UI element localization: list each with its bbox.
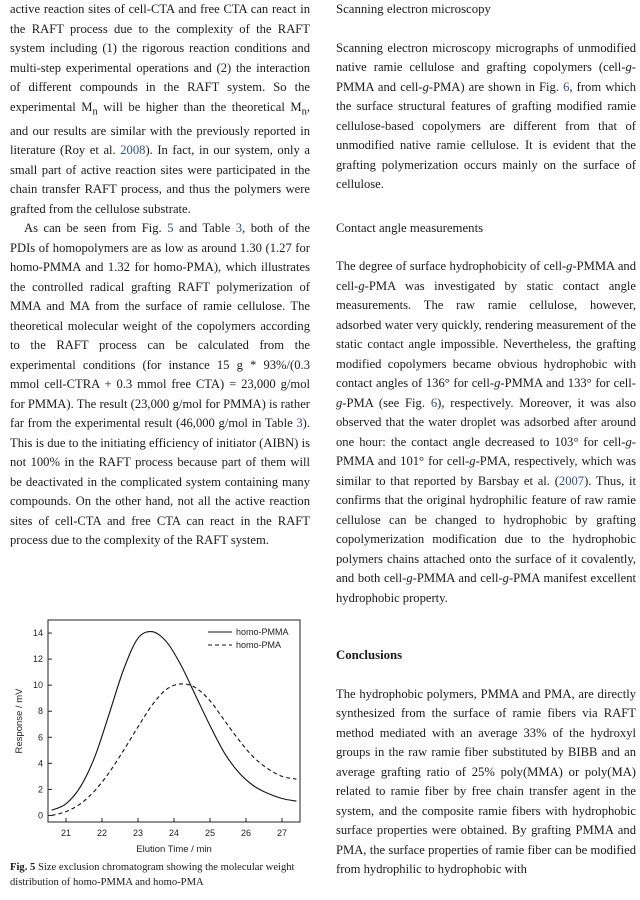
table-link[interactable]: 3 (235, 221, 243, 236)
figure-5-chart (8, 612, 308, 862)
y-tick-label: 12 (32, 654, 43, 665)
y-tick-label: 6 (37, 732, 43, 743)
x-tick-label: 23 (132, 828, 144, 838)
series-line-homo-pma (52, 684, 297, 816)
figure-link[interactable]: 6 (430, 395, 438, 410)
paragraph-rafT-complexity: active reaction sites of cell-CTA and free CTA can react in the RAFT process due to the complexity of the RAFT system including (1) the rigorous reaction conditions and multi-step experimental operations and (2) the interaction of different compounds in the RAFT system. So the experimental $M_n$ will be higher than the theoretical $M_n$, and our results are similar with the previously reported in literature (Roy et al. 2008). In fact, in our system, only a small part of active reaction sites were participated in the chain transfer RAFT process, and thus the polymers were grafted from the cellulose substrate. (10, 2, 310, 216)
series-line-homo-pmma (52, 632, 297, 811)
paragraph-contact-angle: The degree of surface hydrophobicity of cell-g-PMMA and cell-g-PMA was investigated by static contact angle measurements. The raw ramie cellulose, however, adsorbed water very quickly, rendering measurement of the static contact angle impossible. Nevertheless, the grafting modified copolymers became obvious hydrophobic with contact angles of 136° for cell-g-PMMA and 133° for cell-g-PMA (see Fig. 6), respectively. Moreover, it was also observed that the water droplet was adsorbed after around one hour: the contact angle decreased to 103° for cell-g-PMMA and 101° for cell-g-PMA, respectively, which was similar to that reported by Barsbay et al. (2007). Thus, it confirms that the original hydrophilic feature of raw ramie cellulose can be changed to hydrophobic by grafting copolymerization modification due to the hydrophobic polymers chains attached onto the surface of it covalently, and both cell-g-PMMA and cell-g-PMA manifest excellent hydrophobic property. (336, 259, 637, 605)
x-tick-label: 24 (168, 828, 180, 838)
right-column (336, 0, 636, 880)
y-tick-label: 4 (37, 758, 43, 769)
figure-link[interactable]: 5 (167, 221, 174, 236)
paragraph-pdi-discussion: As can be seen from Fig. 5 and Table 3, both of the PDIs of homopolymers are as low as around 1.30 (1.27 for homo-PMMA and 1.32 for homo-PMA), which illustrates the controlled radical grafting RAFT polymerization of MMA and MA from the surface of ramie cellulose. The theoretical molecular weight of the copolymers according to the RAFT process can be calculated from the experimental conditions (for instance 15 g * 93%/(0.3 mmol cell-CTRA + 0.3 mmol free CTA) = 23,000 g/mol for PMMA). The result (23,000 g/mol for PMMA) is rather far from the experimental result (46,000 g/mol in Table 3). This is due to the initiating efficiency of initiator (AIBN) is not 100% in the RAFT process because part of them will be deactivated in the complicated system containing many compounds. On the other hand, not all the active reaction sites of cell-CTA and free CTA can react in the RAFT process due to the complexity of the RAFT system. (10, 221, 310, 548)
y-tick-label: 2 (37, 784, 43, 795)
section-heading-contact-angle: Contact angle measurements (336, 220, 484, 235)
paragraph-conclusions: The hydrophobic polymers, PMMA and PMA, are directly synthesized from the surface of ramie fibers via RAFT method mediated with an average 33% of the hydroxyl groups in the raw ramie fiber substituted by BIBB and an average grafting ratio of 25% poly(MMA) or poly(MA) related to ramie fiber by free chain transfer agent in the system, and the composite ramie fibers with hydrophobic surface properties were obtained. By grafting PMMA and PMA, the surface properties of ramie fiber can be modified from hydrophilic to hydrophobic with (336, 686, 636, 876)
sec-chromatogram (8, 612, 308, 862)
x-tick-label: 21 (60, 828, 72, 838)
table-link[interactable]: 3 (296, 416, 303, 431)
y-axis-label: Response / mV (14, 688, 25, 754)
citation-link[interactable]: 2008 (120, 143, 146, 158)
y-tick-label: 10 (32, 680, 43, 691)
left-column (10, 0, 310, 551)
section-heading-sem: Scanning electron microscopy (336, 2, 491, 16)
figure-link[interactable]: 6 (563, 79, 570, 94)
legend-label-homo-pmma: homo-PMMA (236, 627, 289, 637)
x-tick-label: 26 (240, 828, 252, 838)
figure-caption: Fig. 5 Size exclusion chromatogram showing the molecular weight distribution of homo-PMMA and homo-PMA (10, 862, 295, 888)
legend-label-homo-pma: homo-PMA (236, 640, 282, 650)
y-tick-label: 14 (32, 628, 43, 639)
paragraph-sem: Scanning electron microscopy micrographs of unmodified native ramie cellulose and grafting copolymers (cell-g-PMMA and cell-g-PMA) are shown in Fig. 6, from which the surface structural features of grafting modified ramie cellulose-based copolymers are different from that of unmodified native ramie cellulose. It is evident that the grafting polymerization occurs mainly on the surface of cellulose. (336, 40, 637, 191)
y-tick-label: 8 (37, 706, 43, 717)
section-heading-conclusions: Conclusions (336, 648, 403, 662)
y-tick-label: 0 (37, 810, 43, 821)
plot-frame (48, 620, 300, 822)
x-tick-label: 27 (276, 828, 288, 838)
citation-link[interactable]: 2007 (558, 473, 585, 488)
x-axis-label: Elution Time / min (136, 844, 212, 855)
x-tick-label: 22 (96, 828, 108, 838)
x-tick-label: 25 (204, 828, 216, 838)
